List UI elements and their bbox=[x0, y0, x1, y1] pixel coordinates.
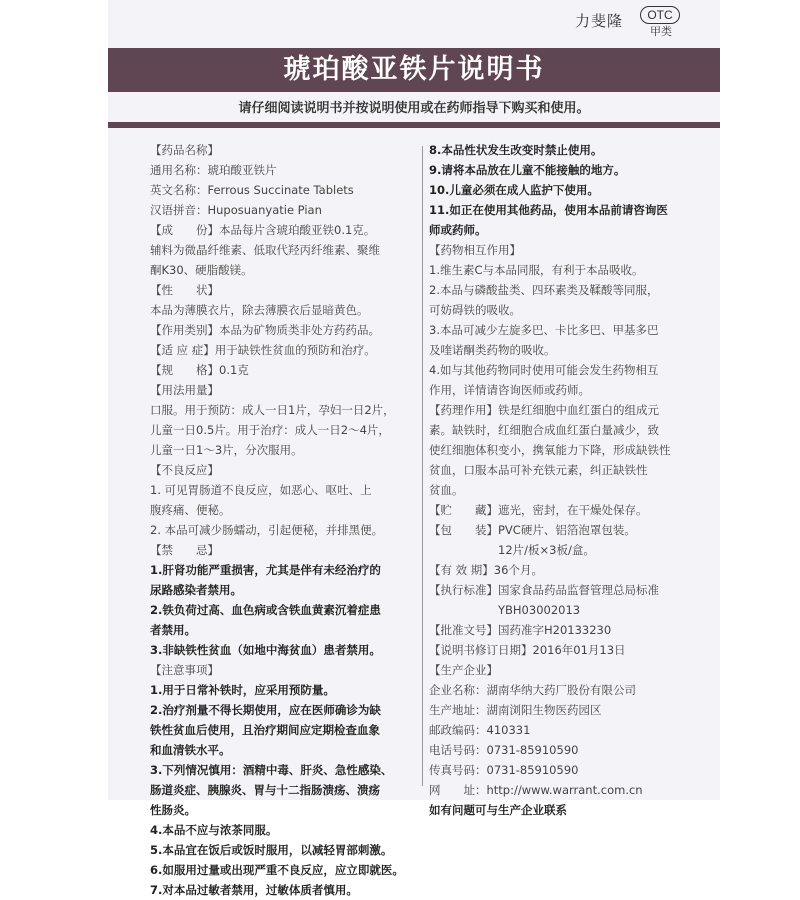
left-text-line: 2.铁负荷过高、血色病或含铁血黄素沉着症患 bbox=[150, 603, 381, 617]
right-text-line: 企业名称：湖南华纳大药厂股份有限公司 bbox=[429, 683, 636, 697]
right-text-line: 4.如与其他药物同时使用可能会发生药物相互 bbox=[429, 363, 659, 377]
right-text-line: 可妨碍铁的吸收。 bbox=[429, 303, 521, 317]
left-text-line: 【不良反应】 bbox=[150, 463, 219, 477]
left-text-line: 【用法用量】 bbox=[150, 383, 219, 397]
left-text-line: 2.治疗剂量不得长期使用，应在医师确诊为缺 bbox=[150, 703, 381, 717]
right-text-line: 【药理作用】铁是红细胞中血红蛋白的组成元 bbox=[429, 403, 659, 417]
left-text-line: 酮K30、硬脂酸镁。 bbox=[150, 263, 253, 277]
right-text-line: 【执行标准】国家食品药品监督管理总局标准 bbox=[429, 583, 659, 597]
left-text-line: 【成 份】本品每片含琥珀酸亚铁0.1克。 bbox=[150, 223, 376, 237]
brand-logo: 力斐隆 bbox=[575, 12, 624, 30]
right-text-line: 贫血，口服本品可补充铁元素，纠正缺铁性 bbox=[429, 463, 648, 477]
left-text-line: 腹疼痛、便秘。 bbox=[150, 503, 231, 517]
otc-class-label: 甲类 bbox=[650, 25, 672, 38]
left-text-line: 肠道炎症、胰腺炎、胃与十二指肠溃疡、溃疡 bbox=[150, 783, 380, 797]
right-text-line: 【生产企业】 bbox=[429, 663, 498, 677]
right-text-line: 传真号码：0731-85910590 bbox=[429, 763, 579, 777]
title-band bbox=[108, 48, 720, 92]
left-text-line: 英文名称：Ferrous Succinate Tablets bbox=[150, 183, 354, 197]
left-text-line: 辅料为微晶纤维素、低取代羟丙纤维素、聚维 bbox=[150, 243, 380, 257]
right-text-line: 2.本品与磷酸盐类、四环素类及鞣酸等同服， bbox=[429, 283, 659, 297]
left-text-line: 儿童一日1～3片，分次服用。 bbox=[150, 443, 303, 457]
right-text-line: 10.儿童必须在成人监护下使用。 bbox=[429, 183, 599, 197]
left-text-line: 儿童一日0.5片。用于治疗：成人一日2～4片， bbox=[150, 423, 390, 437]
right-text-line: 9.请将本品放在儿童不能接触的地方。 bbox=[429, 163, 626, 177]
right-text-line: 及喹诺酮类药物的吸收。 bbox=[429, 343, 556, 357]
left-text-line: 7.对本品过敏者禁用，过敏体质者慎用。 bbox=[150, 883, 358, 897]
right-text-line: 【贮 藏】遮光，密封，在干燥处保存。 bbox=[429, 503, 648, 517]
right-text-line: 素。缺铁时，红细胞合成血红蛋白量减少，致 bbox=[429, 423, 659, 437]
right-text-line: 电话号码：0731-85910590 bbox=[429, 743, 579, 757]
left-text-line: 【适 应 症】用于缺铁性贫血的预防和治疗。 bbox=[150, 343, 376, 357]
left-text-line: 5.本品宜在饭后或饭时服用，以减轻胃部刺激。 bbox=[150, 843, 393, 857]
right-text-line: 11.如正在使用其他药品，使用本品前请咨询医 bbox=[429, 203, 668, 217]
right-text-line: YBH03002013 bbox=[429, 603, 581, 617]
right-text-line: 生产地址：湖南浏阳生物医药园区 bbox=[429, 703, 602, 717]
otc-badge: OTC bbox=[640, 6, 680, 24]
right-text-line: 1.维生素C与本品同服，有利于本品吸收。 bbox=[429, 263, 644, 277]
left-text-line: 本品为薄膜衣片，除去薄膜衣后显暗黄色。 bbox=[150, 303, 369, 317]
right-text-line: 12片/板×3板/盒。 bbox=[429, 543, 595, 557]
left-text-line: 1.用于日常补铁时，应采用预防量。 bbox=[150, 683, 335, 697]
left-text-line: 3.下列情况慎用：酒精中毒、肝炎、急性感染、 bbox=[150, 763, 393, 777]
right-text-line: 作用，详情请咨询医师或药师。 bbox=[429, 383, 590, 397]
left-text-line: 【药品名称】 bbox=[150, 143, 219, 157]
right-text-line: 3.本品可减少左旋多巴、卡比多巴、甲基多巴 bbox=[429, 323, 659, 337]
left-text-line: 1. 可见胃肠道不良反应，如恶心、呕吐、上 bbox=[150, 483, 372, 497]
left-column bbox=[150, 140, 420, 900]
right-text-line: 【批准文号】国药准字H20133230 bbox=[429, 623, 612, 637]
right-text-line: 贫血。 bbox=[429, 483, 464, 497]
left-text-line: 和血清铁水平。 bbox=[150, 743, 231, 757]
right-text-line: 网 址：http://www.warrant.com.cn bbox=[429, 783, 643, 797]
left-text-line: 尿路感染者禁用。 bbox=[150, 583, 242, 597]
right-text-line: 【包 装】PVC硬片、铝箔泡罩包装。 bbox=[429, 523, 636, 537]
document-title: 琥珀酸亚铁片说明书 bbox=[283, 54, 545, 85]
right-text-line: 邮政编码：410331 bbox=[429, 723, 531, 737]
left-text-line: 通用名称：琥珀酸亚铁片 bbox=[150, 163, 277, 177]
right-text-line: 如有问题可与生产企业联系 bbox=[429, 803, 567, 817]
left-text-line: 性肠炎。 bbox=[150, 803, 196, 817]
left-text-line: 3.非缺铁性贫血（如地中海贫血）患者禁用。 bbox=[150, 643, 381, 657]
right-text-line: 【说明书修订日期】2016年01月13日 bbox=[429, 643, 626, 657]
header-rule bbox=[108, 122, 720, 128]
left-text-line: 口服。用于预防：成人一日1片，孕妇一日2片， bbox=[150, 403, 395, 417]
left-text-line: 1.肝肾功能严重损害，尤其是伴有未经治疗的 bbox=[150, 563, 381, 577]
left-text-line: 者禁用。 bbox=[150, 623, 196, 637]
left-text-line: 【作用类别】本品为矿物质类非处方药药品。 bbox=[150, 323, 380, 337]
column-divider bbox=[422, 146, 423, 786]
left-text-line: 铁性贫血后使用，且治疗期间应定期检查血象 bbox=[150, 723, 380, 737]
right-text-line: 8.本品性状发生改变时禁止使用。 bbox=[429, 143, 603, 157]
right-column bbox=[429, 140, 697, 820]
right-text-line: 【有 效 期】36个月。 bbox=[429, 563, 543, 577]
usage-notice: 请仔细阅读说明书并按说明使用或在药师指导下购买和使用。 bbox=[238, 101, 590, 116]
left-text-line: 【注意事项】 bbox=[150, 663, 219, 677]
left-text-line: 【规 格】0.1克 bbox=[150, 363, 249, 377]
left-text-line: 汉语拼音：Huposuanyatie Pian bbox=[150, 203, 322, 217]
right-text-line: 使红细胞体积变小，携氧能力下降，形成缺铁性 bbox=[429, 443, 671, 457]
right-text-line: 师或药师。 bbox=[429, 223, 487, 237]
left-text-line: 2. 本品可减少肠蠕动，引起便秘，并排黑便。 bbox=[150, 523, 384, 537]
left-text-line: 4.本品不应与浓茶同服。 bbox=[150, 823, 278, 837]
right-text-line: 【药物相互作用】 bbox=[429, 243, 521, 257]
left-text-line: 【禁 忌】 bbox=[150, 543, 219, 557]
left-text-line: 【性 状】 bbox=[150, 283, 219, 297]
left-text-line: 6.如服用过量或出现严重不良反应，应立即就医。 bbox=[150, 863, 404, 877]
